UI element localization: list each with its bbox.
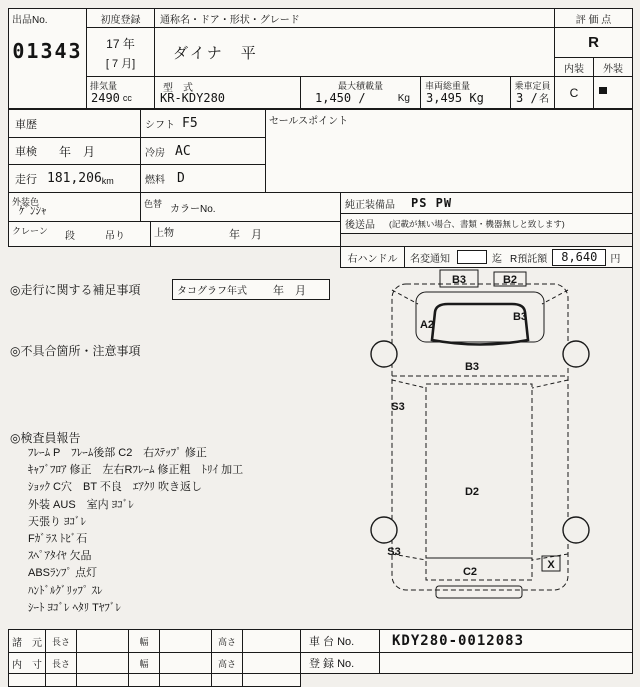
gross-weight-value: 3,495 Kg	[426, 91, 484, 105]
report-line: ｼｮｯｸ C穴 BT 不良 ｴｱｸﾘ 吹き返し	[28, 481, 202, 494]
report-line: ABSﾗﾝﾌﾟ 点灯	[28, 567, 98, 580]
interior-grade-cell	[554, 76, 594, 109]
bottom-row3-cell	[242, 673, 301, 687]
later-items-note: (記載が無い場合、書類・機器無しと致します)	[389, 218, 565, 229]
vehicle-damage-diagram	[336, 268, 633, 624]
first-registration-month: [ 7 月]	[105, 58, 136, 70]
color-change-label: 色替	[144, 199, 163, 209]
width-header: 幅	[128, 629, 160, 653]
damage-code-rear-panel: C2	[462, 566, 478, 578]
exterior-header	[593, 57, 633, 77]
history-cell	[8, 109, 141, 138]
bottom-row3-cell	[159, 673, 212, 687]
mileage-unit: km	[101, 176, 114, 186]
damage-code-cowl-right: B3	[512, 311, 528, 323]
exterior-label: 外装	[603, 63, 623, 75]
mileage-value: 181,206	[47, 171, 102, 186]
height-header-2: 高さ	[211, 652, 243, 674]
bottom-row3-cell	[76, 673, 129, 687]
shift-value: F5	[182, 116, 198, 131]
width-header-2: 幅	[128, 652, 160, 674]
height-value-cell-2	[242, 652, 301, 674]
fuel-value: D	[177, 171, 185, 186]
model-code-value: KR-KDY280	[160, 91, 226, 105]
interior-header	[554, 57, 594, 77]
bottom-row3-cell	[211, 673, 243, 687]
length-value-cell-2	[76, 652, 129, 674]
aircon-cell	[140, 137, 266, 165]
report-line: ｽﾍﾟｱﾀｲﾔ 欠品	[28, 550, 92, 563]
max-load-label: 最大積載量	[337, 81, 383, 91]
inspection-cell	[8, 137, 141, 165]
history-label: 車歴	[15, 118, 37, 131]
cargo-bed	[426, 384, 532, 558]
aircon-label: 冷房	[145, 147, 165, 159]
bottom-row3-cell	[128, 673, 160, 687]
rear-panel-zone	[426, 558, 532, 580]
equipment-cell	[340, 192, 633, 214]
reg-no-label: 登 録 No.	[309, 658, 355, 670]
grade-label: 評 価 点	[575, 14, 612, 26]
vehicle-name-cell	[154, 27, 555, 77]
displacement-value: 2490	[91, 91, 120, 105]
width-value-cell	[159, 629, 212, 653]
capacity-label: 乗車定員	[514, 81, 551, 91]
later-items-cell	[340, 213, 633, 234]
interior-label: 内装	[564, 63, 584, 75]
upper-body-cell	[150, 221, 341, 247]
tachograph-label: タコグラフ年式	[177, 286, 247, 297]
wheel-front-right	[563, 341, 589, 367]
width-value-cell-2	[159, 652, 212, 674]
vehicle-body-outline	[392, 284, 568, 590]
crane-hang-label: 吊り	[105, 231, 125, 242]
inspector-report	[28, 445, 338, 617]
steering-value: 右ハンドル	[347, 253, 398, 265]
damage-code-cab-roof: B3	[464, 361, 480, 373]
deposit-label: R預託額	[510, 253, 548, 265]
shift-label: シフト	[145, 120, 175, 131]
report-line: 天張り ﾖｺﾞﾚ	[28, 515, 87, 528]
bottom-row3-cell	[8, 673, 46, 687]
mileage-note-heading: ◎走行に関する補足事項	[10, 283, 141, 297]
equipment-value: PS PW	[411, 196, 453, 210]
damage-code-front-right: B2	[502, 274, 518, 286]
damage-code-left-side-rear: S3	[387, 546, 401, 558]
gross-weight-cell	[420, 76, 511, 109]
ink-mark	[599, 87, 607, 94]
first-registration-header	[86, 8, 155, 28]
reg-no-header	[300, 652, 380, 674]
inner-row-label: 内 寸	[8, 652, 46, 674]
deposit-unit: 円	[610, 253, 621, 265]
vehicle-name-label: 通称名・ドア・形状・グレード	[160, 14, 300, 26]
exterior-grade-cell	[593, 76, 633, 109]
report-line: ｼｰﾄ ﾖｺﾞﾚ ﾍﾀﾘ Tﾔﾌﾞﾚ	[28, 601, 121, 614]
crane-label: クレーン	[12, 226, 48, 236]
report-line: Fｶﾞﾗｽ ﾄﾋﾞ石	[28, 533, 88, 546]
damage-code-cowl-left: A2	[419, 319, 435, 331]
capacity-unit: 名	[539, 94, 549, 105]
first-registration-label: 初度登録	[100, 14, 141, 26]
upper-body-value: 年 月	[229, 229, 262, 241]
inspection-value: 年 月	[59, 144, 96, 159]
length-value-cell	[76, 629, 129, 653]
bottom-row3-cell	[45, 673, 77, 687]
shift-cell	[140, 109, 266, 138]
length-header-2: 長さ	[45, 652, 77, 674]
exhibit-no-label: 出品No.	[12, 15, 48, 26]
model-code-cell	[154, 76, 301, 109]
upper-body-label: 上物	[154, 228, 174, 239]
grade-value: R	[588, 34, 599, 51]
body-color-label: 外装色	[12, 197, 40, 207]
height-value-cell	[242, 629, 301, 653]
gross-weight-label: 車両総重量	[425, 81, 471, 91]
steering-cell	[340, 246, 405, 268]
tachograph-value: 年 月	[273, 284, 306, 297]
exhibit-no-cell	[8, 8, 87, 109]
body-color-value: ｹﾞﾝｼｬ	[19, 205, 47, 217]
name-change-box	[457, 250, 487, 264]
until-label: 迄	[492, 253, 502, 265]
fuel-label: 燃料	[145, 175, 165, 186]
inspector-heading: ◎検査員報告	[10, 431, 81, 445]
chassis-no-label: 車 台 No.	[309, 636, 355, 648]
max-load-cell	[300, 76, 421, 109]
sales-point-label: セールスポイント	[269, 116, 349, 127]
mileage-cell	[8, 164, 141, 193]
vehicle-name-value: ダイナ 平	[173, 44, 258, 62]
sales-point-cell	[265, 109, 633, 193]
displacement-label: 排気量	[90, 81, 118, 91]
body-color-cell	[8, 192, 141, 222]
reg-no-cell	[379, 652, 633, 674]
report-line: ﾌﾚｰﾑ P ﾌﾚｰﾑ後部 C2 右ｽﾃｯﾌﾟ 修正	[28, 447, 207, 459]
report-line: 外装 AUS 室内 ﾖｺﾞﾚ	[28, 498, 134, 511]
chassis-no-cell	[379, 629, 633, 653]
damage-code-front-left: B3	[451, 274, 467, 286]
deposit-row	[404, 246, 633, 268]
name-change-label: 名変通知	[410, 253, 450, 265]
capacity-value: 3 /	[516, 90, 538, 105]
model-code-label: 型 式	[163, 83, 193, 94]
report-line: ｷｬﾌﾞﾌﾛｱ 修正 左右Rﾌﾚｰﾑ 修正粗 ﾄﾘｲ 加工	[28, 464, 244, 477]
exhibit-no-value: 01343	[12, 39, 83, 63]
capacity-cell	[510, 76, 555, 109]
chassis-no-value: KDY280-0012083	[392, 633, 525, 649]
damage-code-left-side-front: S3	[391, 401, 405, 413]
length-header: 長さ	[45, 629, 77, 653]
grade-cell	[554, 27, 633, 58]
first-registration-year: 17 年	[106, 37, 135, 51]
deposit-value: 8,640	[552, 249, 606, 266]
equipment-label: 純正装備品	[345, 199, 395, 211]
displacement-cell	[86, 76, 155, 109]
wheel-rear-right	[563, 517, 589, 543]
damage-code-rear-right: X	[547, 559, 555, 571]
height-header: 高さ	[211, 629, 243, 653]
displacement-unit: cc	[122, 93, 132, 103]
defect-heading: ◎不具合箇所・注意事項	[10, 344, 141, 358]
color-no-label: カラーNo.	[170, 203, 216, 215]
mileage-label: 走行	[15, 173, 37, 186]
max-load-value: 1,450 /	[315, 91, 366, 105]
chassis-no-header	[300, 629, 380, 653]
rear-bumper	[436, 586, 522, 598]
aircon-value: AC	[175, 143, 191, 159]
damage-code-cargo-bed: D2	[464, 486, 480, 498]
max-load-unit: Kg	[397, 92, 410, 104]
report-line: ﾊﾝﾄﾞﾙｸﾞﾘｯﾌﾟ ｽﾚ	[28, 584, 103, 597]
spec-row-label: 諸 元	[8, 629, 46, 653]
wheel-front-left	[371, 341, 397, 367]
crane-stage-label: 段	[65, 231, 75, 242]
first-registration-cell	[86, 27, 155, 77]
tachograph-box	[172, 279, 330, 300]
color-change-cell	[140, 192, 341, 222]
crane-cell	[8, 221, 151, 247]
inspection-label: 車検	[15, 146, 37, 158]
grade-header	[554, 8, 633, 28]
later-items-label: 後送品	[345, 220, 375, 231]
vehicle-name-header	[154, 8, 555, 28]
fuel-cell	[140, 164, 266, 193]
sheet-right-edge	[632, 8, 633, 674]
wheel-rear-left	[371, 517, 397, 543]
interior-grade-value: C	[569, 85, 579, 100]
